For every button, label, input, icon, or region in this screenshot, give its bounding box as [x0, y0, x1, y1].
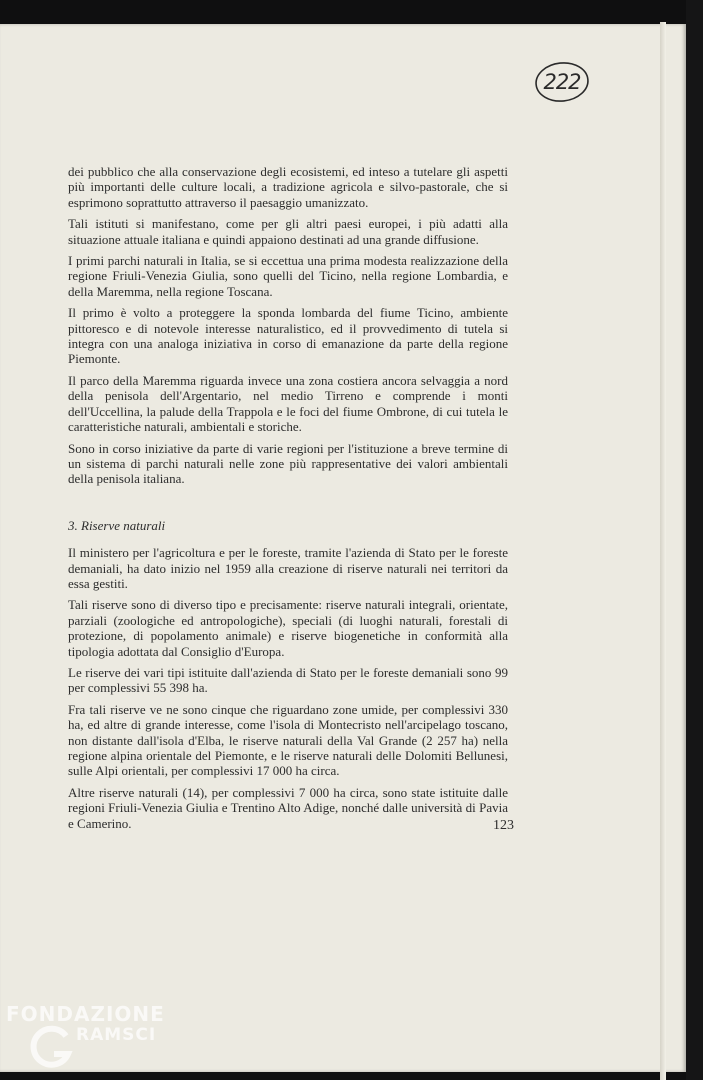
paragraph: Sono in corso iniziative da parte di varie regioni per l'istituzione a breve termine di un sistema di parchi naturali nelle zone più rappresentative dei valori ambientali della penisola italiana.	[68, 440, 508, 487]
watermark-line1: FONDAZIONE	[6, 1002, 165, 1026]
paragraph: Tali riserve sono di diverso tipo e precisamente: riserve naturali integrali, orientate, parziali (zoologiche ed antropologiche), speciali (di luoghi naturali, forestali di protezione, di popolamento animale) e riserve biogenetiche in conformità alla tipologia adottata dal Consiglio d'Europa.	[68, 597, 508, 659]
fondazione-gramsci-watermark	[6, 1000, 186, 1072]
section-heading: 3. Riserve naturali	[68, 517, 166, 533]
page-number: 123	[493, 818, 514, 833]
paragraph: Tali istituti si manifestano, come per gli altri paesi europei, i più adatti alla situazione attuale italiana e quindi appaiono destinati ad una grande diffusione.	[68, 216, 508, 247]
paragraph: Altre riserve naturali (14), per complessivi 7 000 ha circa, sono state istituite dalle regioni Friuli-Venezia Giulia e Trentino Alto Adige, nonché dalle università di Pavia e Camerino.	[68, 784, 508, 831]
document-body	[68, 164, 508, 837]
scan-border	[686, 0, 703, 1080]
gramsci-logo-icon	[28, 1024, 74, 1070]
annotation-text: 222	[543, 70, 581, 94]
paragraph: Il ministero per l'agricoltura e per le foreste, tramite l'azienda di Stato per le foreste demaniali, ha dato inizio nel 1959 alla creazione di riserve naturali nei territori da essa gestiti.	[68, 545, 508, 591]
paragraph: Fra tali riserve ve ne sono cinque che riguardano zone umide, per complessivi 330 ha, ed altre di grande interesse, come l'isola di Montecristo nell'arcipelago toscano, non distante dall'isola d'Elba, le riserve naturali della Val Grande (2 257 ha) nella regione alpina orientale del Piemonte, e le riserve naturali delle Dolomiti Bellunesi, sulle Alpi orientali, per complessivi 17 000 ha circa.	[68, 701, 508, 779]
paragraph: Le riserve dei vari tipi istituite dall'azienda di Stato per le foreste demaniali sono 99 per complessivi 55 398 ha.	[68, 664, 508, 696]
paragraph: dei pubblico che alla conservazione degli ecosistemi, ed inteso a tutelare gli aspetti più importanti delle culture locali, a tradizione agricola e silvo-pastorale, che si esprimono soprattutto attraverso il paesaggio umanizzato.	[68, 164, 508, 210]
paragraph: I primi parchi naturali in Italia, se si eccettua una prima modesta realizzazione della regione Friuli-Venezia Giulia, sono quelli del Ticino, nella regione Lombardia, e della Maremma, nella regione Toscana.	[68, 253, 508, 299]
paragraph: Il parco della Maremma riguarda invece una zona costiera ancora selvaggia a nord della penisola dell'Argentario, nel medio Tirreno e comprende i monti dell'Uccellina, la palude della Trappola e le foci del fiume Ombrone, di cui tutela le caratteristiche naturali, ambientali e storiche.	[68, 372, 508, 435]
handwritten-page-annotation	[533, 60, 591, 104]
page-edge	[660, 22, 666, 1080]
paragraph: Il primo è volto a proteggere la sponda lombarda del fiume Ticino, ambiente pittoresco e di notevole interesse naturalistico, ed il provvedimento di tutela si integra con una analoga iniziativa in corso di emanazione da parte della regione Piemonte.	[68, 305, 508, 367]
watermark-line2: RAMSCI	[76, 1025, 157, 1045]
